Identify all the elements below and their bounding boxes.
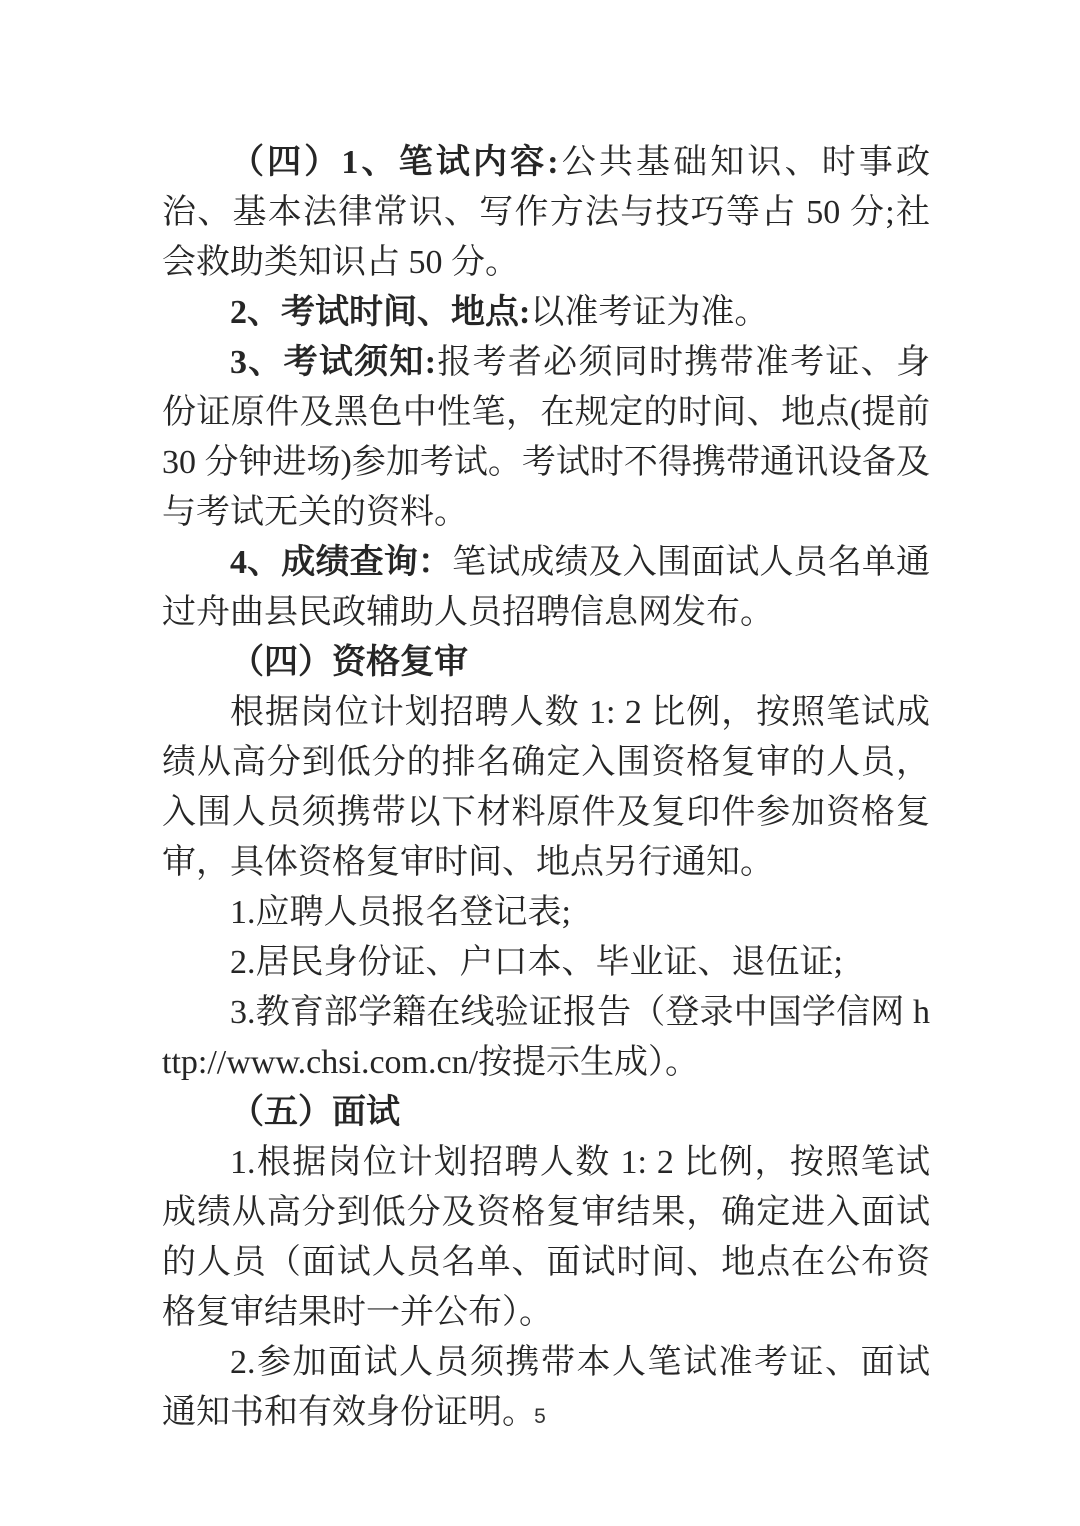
paragraph-exam-time-location — [162, 288, 930, 338]
paragraph-lead-label: 4、成绩查询： — [230, 544, 453, 581]
document-body — [162, 138, 930, 1438]
paragraph-lead-label: 2、考试时间、地点: — [230, 294, 531, 331]
list-item-education-verification — [162, 988, 930, 1088]
list-item-registration-form — [162, 888, 930, 938]
paragraph-text: 根据岗位计划招聘人数 1: 2 比例，按照笔试成绩从高分到低分的排名确定入围资格复审的人员，入围人员须携带以下材料原件及复印件参加资格复审，具体资格复审时间、地点另行通知。 — [162, 694, 930, 881]
paragraph-interview-determination — [162, 1138, 930, 1338]
heading-label: （五）面试 — [230, 1094, 400, 1131]
heading-qualification-review — [162, 638, 930, 688]
list-item-id-documents — [162, 938, 930, 988]
paragraph-lead-label: （四）1、笔试内容: — [230, 144, 559, 181]
paragraph-text: 以准考证为准。 — [530, 294, 769, 331]
heading-label: （四）资格复审 — [230, 644, 468, 681]
paragraph-score-inquiry — [162, 538, 930, 638]
paragraph-text: 2.居民身份证、户口本、毕业证、退伍证; — [230, 944, 843, 981]
paragraph-text: 公共基础知识、时事政治、基本法律常识、写作方法与技巧等占 50 分;社会救助类知识占 50 分。 — [162, 144, 930, 281]
paragraph-text: 3.教育部学籍在线验证报告（登录中国学信网 http://www.chsi.com.cn/按提示生成）。 — [162, 994, 930, 1081]
paragraph-lead-label: 3、考试须知: — [230, 344, 437, 381]
paragraph-exam-notes — [162, 338, 930, 538]
heading-interview — [162, 1088, 930, 1138]
paragraph-written-test-content — [162, 138, 930, 288]
paragraph-text: 2.参加面试人员须携带本人笔试准考证、面试通知书和有效身份证明。 — [162, 1344, 930, 1431]
paragraph-text: 报考者必须同时携带准考证、身份证原件及黑色中性笔，在规定的时间、地点(提前 30 分钟进场)参加考试。考试时不得携带通讯设备及与考试无关的资料。 — [162, 344, 931, 531]
page-number: 5 — [534, 1405, 546, 1428]
paragraph-qualification-review-intro — [162, 688, 930, 888]
paragraph-text: 1.根据岗位计划招聘人数 1: 2 比例，按照笔试成绩从高分到低分及资格复审结果，确定进入面试的人员（面试人员名单、面试时间、地点在公布资格复审结果时一并公布）。 — [162, 1144, 930, 1331]
paragraph-text: 笔试成绩及入围面试人员名单通过舟曲县民政辅助人员招聘信息网发布。 — [162, 544, 931, 631]
paragraph-text: 1.应聘人员报名登记表; — [230, 894, 571, 931]
